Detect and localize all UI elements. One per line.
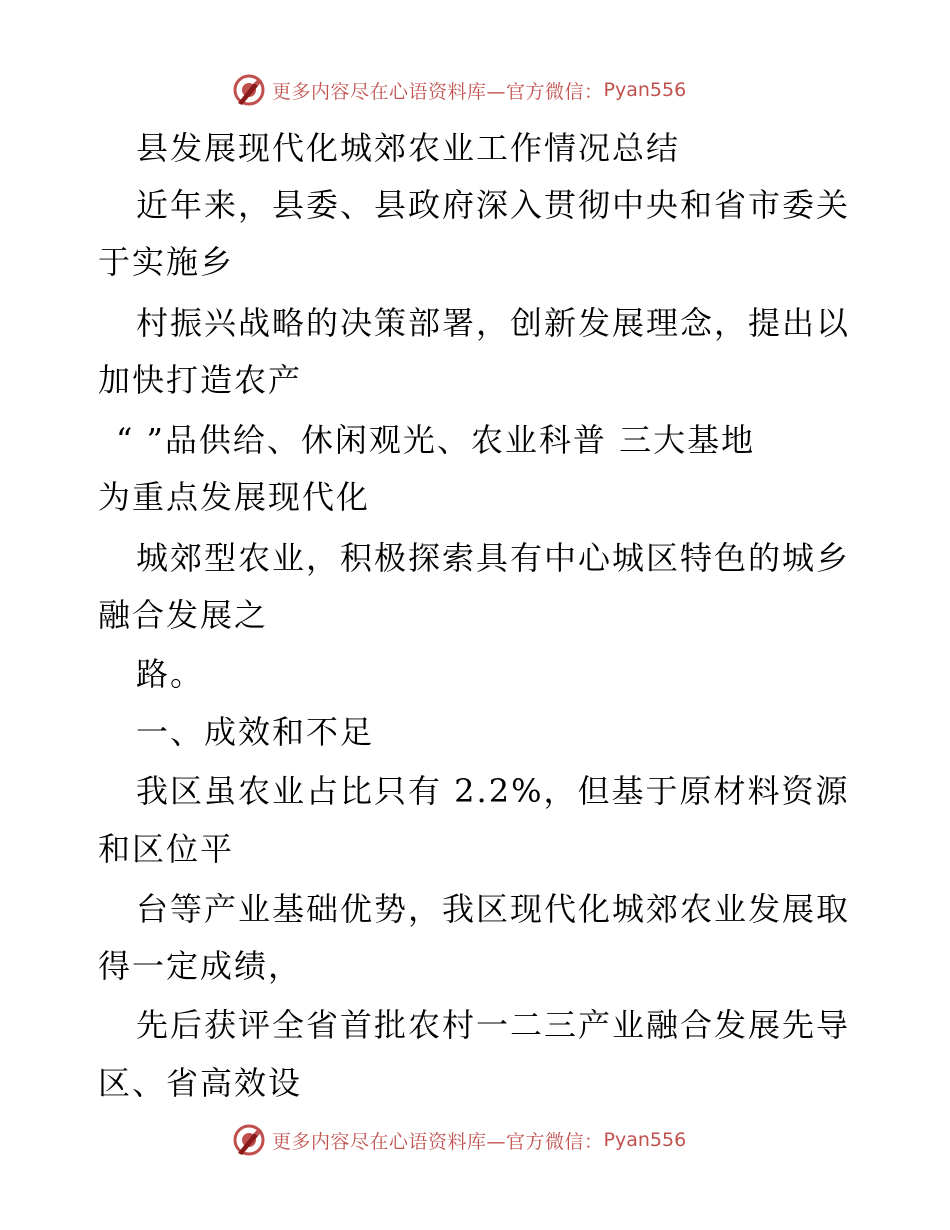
paragraph-line: 我区虽农业占比只有 2.2%，但基于原材料资源 bbox=[136, 772, 850, 810]
paragraph-line: 于实施乡 bbox=[98, 243, 235, 281]
paragraph-line: 得一定成绩， bbox=[98, 947, 303, 985]
watermark-wechat-id: Pyan556 bbox=[603, 1129, 687, 1151]
paragraph-line: 区、省高效设 bbox=[98, 1064, 303, 1102]
paragraph-line: 先后获评全省首批农村一二三产业融合发展先导 bbox=[136, 1006, 851, 1044]
paragraph-line: 和区位平 bbox=[98, 830, 235, 868]
paragraph-line: 台等产业基础优势，我区现代化城郊农业发展取 bbox=[136, 890, 851, 928]
paragraph-line: 路。 bbox=[136, 655, 205, 693]
watermark-header bbox=[232, 72, 686, 108]
pen-logo-icon bbox=[232, 73, 266, 107]
paragraph-line: 城郊型农业，积极探索具有中心城区特色的城乡 bbox=[136, 539, 851, 577]
paragraph-line: 村振兴战略的决策部署，创新发展理念，提出以 bbox=[136, 304, 851, 342]
paragraph-line: “ ”品供给、休闲观光、农业科普 三大基地 bbox=[116, 421, 756, 459]
paragraph-line: 融合发展之 bbox=[98, 596, 269, 634]
watermark-footer bbox=[232, 1122, 686, 1158]
watermark-wechat-id: Pyan556 bbox=[603, 79, 687, 101]
paragraph-line: 为重点发展现代化 bbox=[98, 478, 371, 516]
section-heading: 一、成效和不足 bbox=[136, 713, 375, 751]
watermark-text: 更多内容尽在心语资料库—官方微信： bbox=[272, 80, 604, 103]
pen-logo-icon bbox=[232, 1123, 266, 1157]
paragraph-line: 加快打造农产 bbox=[98, 361, 303, 399]
paragraph-line: 近年来，县委、县政府深入贯彻中央和省市委关 bbox=[136, 186, 851, 224]
watermark-text: 更多内容尽在心语资料库—官方微信： bbox=[272, 1130, 604, 1153]
document-title: 县发展现代化城郊农业工作情况总结 bbox=[136, 129, 681, 167]
